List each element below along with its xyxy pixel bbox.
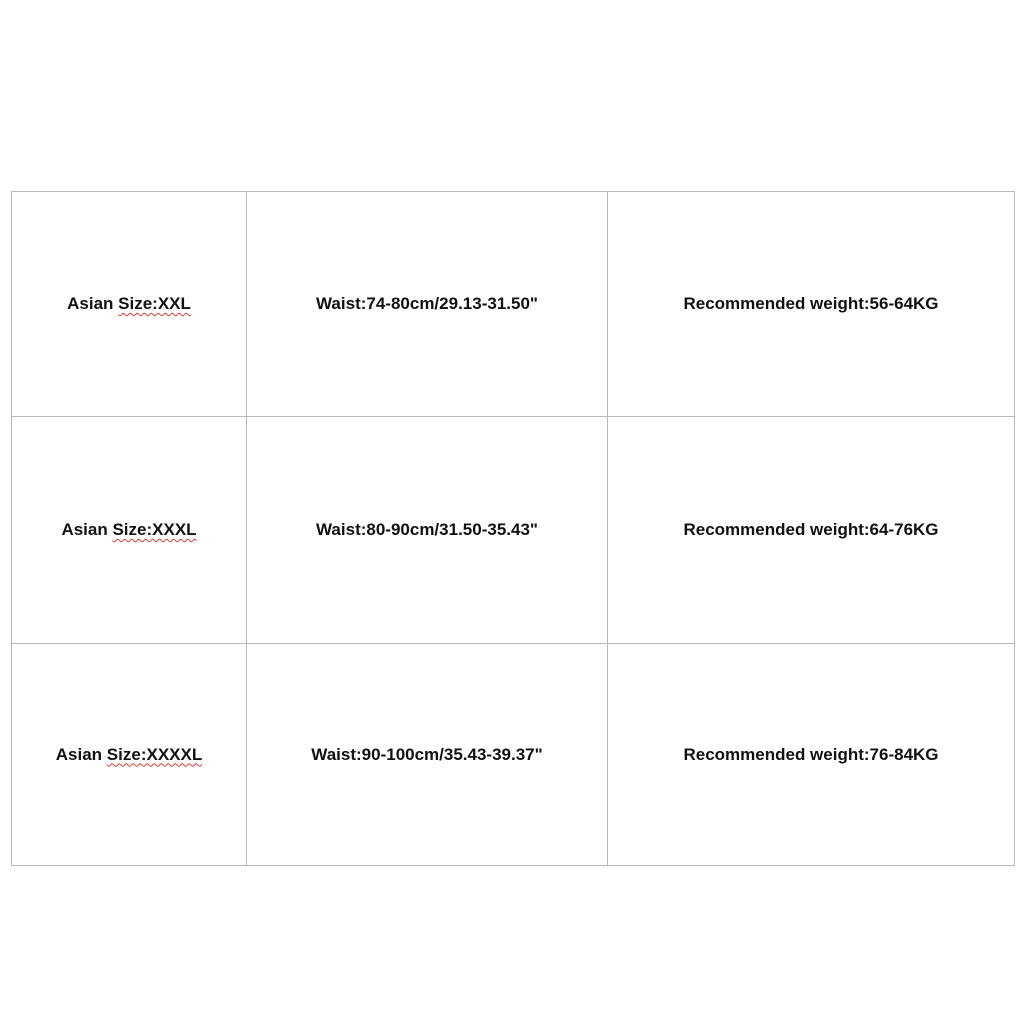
size-cell xyxy=(12,192,247,417)
table-row xyxy=(12,644,1015,866)
size-cell xyxy=(12,644,247,866)
table-row xyxy=(12,417,1015,644)
size-cell xyxy=(12,417,247,644)
weight-cell: Recommended weight:56-64KG xyxy=(608,192,1015,417)
waist-cell: Waist:90-100cm/35.43-39.37" xyxy=(247,644,608,866)
size-value: Size:XXL xyxy=(118,294,191,313)
size-value: Size:XXXXL xyxy=(106,744,203,764)
size-value: Size:XXXL xyxy=(112,520,197,539)
waist-cell: Waist:80-90cm/31.50-35.43" xyxy=(247,417,608,644)
size-chart-table xyxy=(11,191,1015,866)
size-prefix: Asian xyxy=(55,744,107,764)
size-prefix: Asian xyxy=(61,520,113,539)
weight-cell: Recommended weight:76-84KG xyxy=(608,644,1015,866)
waist-cell: Waist:74-80cm/29.13-31.50" xyxy=(247,192,608,417)
weight-cell: Recommended weight:64-76KG xyxy=(608,417,1015,644)
size-prefix: Asian xyxy=(67,294,119,313)
table-row xyxy=(12,192,1015,417)
